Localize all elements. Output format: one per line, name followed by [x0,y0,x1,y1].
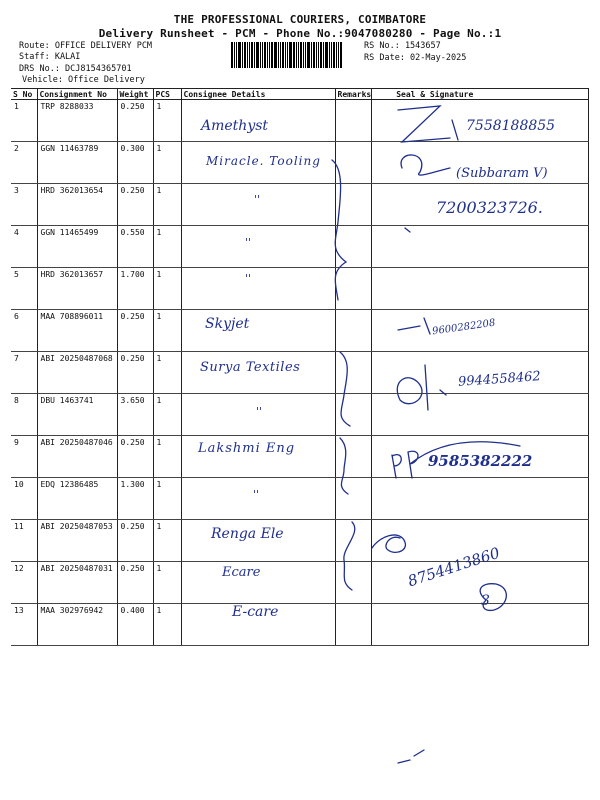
cell-consignment: TRP 8288033 [37,100,117,142]
consignee-r4: '' [245,236,252,249]
signature-note-r7: 9944558462 [457,369,542,390]
cell-weight: 1.300 [117,478,153,520]
cell-consignment: ABI 20250487046 [37,436,117,478]
cell-weight: 1.700 [117,268,153,310]
cell-sno: 10 [11,478,37,520]
consignee-r11: Renga Ele [211,526,284,542]
cell-pcs: 1 [153,268,181,310]
col-sno: S No [11,89,37,100]
cell-weight: 0.250 [117,100,153,142]
cell-pcs: 1 [153,310,181,352]
route-label: Route: OFFICE DELIVERY PCM [19,41,153,51]
cell-sno: 2 [11,142,37,184]
cell-weight: 0.250 [117,352,153,394]
col-consignee: Consignee Details [181,89,335,100]
cell-weight: 0.550 [117,226,153,268]
cell-sno: 9 [11,436,37,478]
cell-pcs: 1 [153,352,181,394]
drs-label: DRS No.: DCJ8154365701 [19,64,132,74]
cell-pcs: 1 [153,394,181,436]
cell-consignment: ABI 20250487031 [37,562,117,604]
consignee-r8: '' [256,405,263,418]
cell-consignment: EDQ 12386485 [37,478,117,520]
consignee-r12: Ecare [222,565,261,580]
brace-r7-r8 [340,352,350,426]
consignee-r9: Lakshmi Eng [198,441,296,456]
cell-weight: 0.250 [117,520,153,562]
rs-date: RS Date: 02-May-2025 [364,53,467,63]
cell-weight: 0.250 [117,184,153,226]
cell-pcs: 1 [153,562,181,604]
rs-number: RS No.: 1543657 [364,41,441,51]
col-signature: Seal & Signature [372,89,589,100]
cell-pcs: 1 [153,478,181,520]
cell-sno: 1 [11,100,37,142]
circle-r13 [480,584,506,611]
cell-consignment: DBU 1463741 [37,394,117,436]
signature-note-r12: 8754413860 [405,543,502,591]
cell-sno: 5 [11,268,37,310]
signature-r3-tick [405,228,410,232]
cell-sno: 7 [11,352,37,394]
cell-sno: 4 [11,226,37,268]
cell-consignment: GGN 11465499 [37,226,117,268]
signature-note-r2: (Subbaram V) [456,166,548,181]
col-pcs: PCS [153,89,181,100]
signature-note-r1: 7558188855 [466,118,556,134]
col-consignment: Consignment No [37,89,117,100]
cell-sno: 13 [11,604,37,646]
vehicle-label: Vehicle: Office Delivery [22,75,145,85]
cell-weight: 0.300 [117,142,153,184]
cell-pcs: 1 [153,436,181,478]
cell-sno: 3 [11,184,37,226]
brace-r11-r13 [344,522,355,590]
signature-r9 [392,442,520,478]
signature-r1 [398,106,458,142]
signature-r2 [401,155,450,175]
brace-r2-r5 [332,160,346,300]
col-remarks: Remarks [335,89,372,100]
cell-pcs: 1 [153,520,181,562]
cell-pcs: 1 [153,184,181,226]
cell-weight: 0.400 [117,604,153,646]
consignee-r6: Skyjet [205,316,250,332]
cell-sno: 8 [11,394,37,436]
consignee-r1: Amethyst [201,118,269,134]
cell-consignment: HRD 362013657 [37,268,117,310]
runsheet-subtitle: Delivery Runsheet - PCM - Phone No.:9047080280 - Page No.:1 [98,27,502,40]
consignee-r2: Miracle. Tooling [206,154,321,168]
consignee-r5: '' [245,272,252,285]
stray-mark [398,750,424,763]
company-title: THE PROFESSIONAL COURIERS, COIMBATORE [173,13,427,26]
consignee-r13: E-care [232,604,279,620]
cell-sno: 12 [11,562,37,604]
cell-consignment: ABI 20250487068 [37,352,117,394]
signature-r7 [397,365,446,410]
cell-consignment: HRD 362013654 [37,184,117,226]
col-weight: Weight [117,89,153,100]
cell-weight: 0.250 [117,562,153,604]
cell-pcs: 1 [153,100,181,142]
brace-r9-r10 [340,438,348,494]
cell-pcs: 1 [153,604,181,646]
signature-r6 [398,318,430,334]
cell-consignment: MAA 302976942 [37,604,117,646]
cell-weight: 0.250 [117,436,153,478]
signature-note-r6: 9600282208 [431,317,497,338]
cell-consignment: ABI 20250487053 [37,520,117,562]
cell-pcs: 1 [153,142,181,184]
cell-weight: 3.650 [117,394,153,436]
cell-pcs: 1 [153,226,181,268]
cell-consignment: GGN 11463789 [37,142,117,184]
consignee-r10: '' [253,488,260,501]
consignee-r3: '' [254,193,261,206]
consignee-r7: Surya Textiles [200,360,301,375]
cell-consignment: MAA 708896011 [37,310,117,352]
cell-sno: 6 [11,310,37,352]
cell-weight: 0.250 [117,310,153,352]
signature-note-r9: 9585382222 [428,452,533,470]
staff-label: Staff: KALAI [19,52,81,62]
cell-sno: 11 [11,520,37,562]
signature-note-r3: 7200323726. [436,198,543,217]
signature-r11 [372,535,405,552]
signature-note-r13: 3 [481,593,490,609]
